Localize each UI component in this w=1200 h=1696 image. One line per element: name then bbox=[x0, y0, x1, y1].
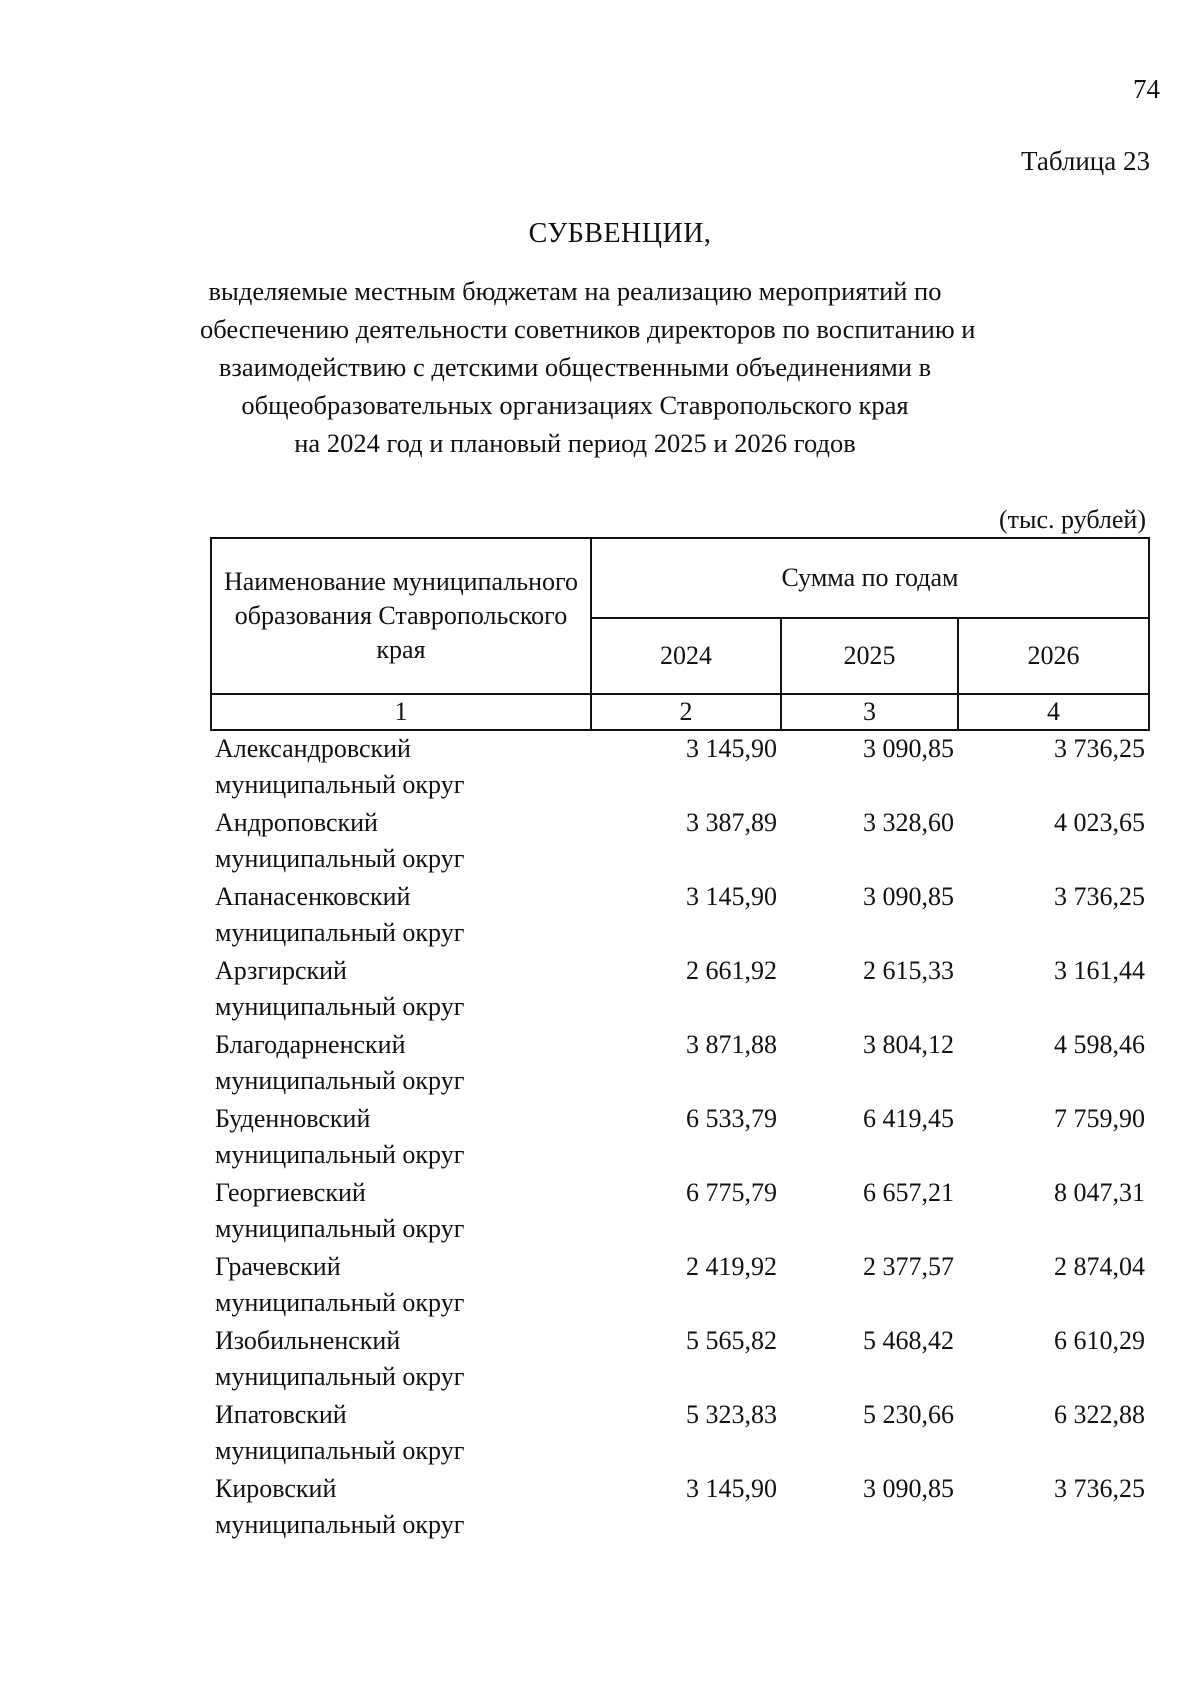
value-2025: 3 804,12 bbox=[863, 1030, 954, 1059]
subtitle-line: выделяемые местным бюджетам на реализацию мероприятий по bbox=[208, 276, 942, 306]
value-2026: 3 736,25 bbox=[1054, 734, 1146, 763]
value-2026: 4 598,46 bbox=[1054, 1030, 1146, 1059]
value-2026: 3 161,44 bbox=[1054, 956, 1146, 985]
document-title: СУБВЕНЦИИ, bbox=[528, 218, 712, 249]
table-row bbox=[211, 1397, 1149, 1471]
district-name bbox=[211, 879, 591, 953]
district-name bbox=[211, 1397, 591, 1471]
table-row bbox=[211, 730, 1149, 805]
value-2025: 2 377,57 bbox=[863, 1252, 954, 1281]
table-row bbox=[211, 805, 1149, 879]
district-name bbox=[211, 1101, 591, 1175]
district-name-line2: муниципальный округ bbox=[215, 844, 465, 873]
column-header-year-2026: 2026 bbox=[958, 618, 1149, 694]
district-name-line2: муниципальный округ bbox=[215, 1214, 465, 1243]
column-header-year-2025: 2025 bbox=[781, 618, 958, 694]
district-name-line2: муниципальный округ bbox=[215, 1066, 465, 1095]
district-name-line2: муниципальный округ bbox=[215, 1140, 465, 1169]
district-name bbox=[211, 953, 591, 1027]
table-row bbox=[211, 879, 1149, 953]
district-name-line2: муниципальный округ bbox=[215, 918, 465, 947]
district-name-line1: Кировский bbox=[215, 1474, 337, 1503]
subtitle-line: на 2024 год и плановый период 2025 и 2026 годов bbox=[294, 428, 856, 458]
district-name-line1: Благодарненский bbox=[215, 1030, 406, 1059]
value-2025: 5 468,42 bbox=[863, 1326, 954, 1355]
value-2026: 4 023,65 bbox=[1054, 808, 1146, 837]
column-header-year-2024: 2024 bbox=[591, 618, 781, 694]
value-2024: 2 419,92 bbox=[686, 1252, 777, 1281]
column-number: 1 bbox=[211, 694, 591, 730]
column-header-sum: Сумма по годам bbox=[591, 538, 1149, 618]
value-2024: 2 661,92 bbox=[686, 956, 777, 985]
value-2025: 3 090,85 bbox=[863, 882, 954, 911]
district-name bbox=[211, 1323, 591, 1397]
column-number: 4 bbox=[958, 694, 1149, 730]
district-name bbox=[211, 1027, 591, 1101]
value-2026: 2 874,04 bbox=[1054, 1252, 1146, 1281]
table-row bbox=[211, 1471, 1149, 1545]
value-2024: 3 871,88 bbox=[686, 1030, 777, 1059]
district-name-line1: Грачевский bbox=[215, 1252, 341, 1281]
district-name-line2: муниципальный округ bbox=[215, 1510, 465, 1539]
column-header-name: Наименование муниципального образования Ставропольского края bbox=[211, 538, 591, 694]
district-name bbox=[211, 1249, 591, 1323]
district-name-line1: Андроповский bbox=[215, 808, 378, 837]
district-name-line2: муниципальный округ bbox=[215, 992, 465, 1021]
value-2026: 6 610,29 bbox=[1054, 1326, 1146, 1355]
district-name-line1: Изобильненский bbox=[215, 1326, 401, 1355]
value-2024: 3 387,89 bbox=[686, 808, 777, 837]
value-2025: 6 419,45 bbox=[863, 1104, 954, 1133]
subventions-table bbox=[210, 537, 1150, 1545]
value-2026: 8 047,31 bbox=[1054, 1178, 1146, 1207]
district-name-line1: Буденновский bbox=[215, 1104, 371, 1133]
district-name-line1: Ипатовский bbox=[215, 1400, 347, 1429]
district-name-line2: муниципальный округ bbox=[215, 1288, 465, 1317]
subtitle-line: взаимодействию с детскими общественными объединениями в bbox=[218, 352, 932, 382]
value-2025: 3 328,60 bbox=[863, 808, 954, 837]
value-2024: 3 145,90 bbox=[686, 734, 777, 763]
value-2025: 3 090,85 bbox=[863, 1474, 954, 1503]
value-2026: 3 736,25 bbox=[1054, 882, 1146, 911]
page-number: 74 bbox=[1133, 74, 1160, 104]
column-number: 2 bbox=[591, 694, 781, 730]
district-name-line2: муниципальный округ bbox=[215, 1436, 465, 1465]
value-2024: 3 145,90 bbox=[686, 1474, 777, 1503]
value-2025: 3 090,85 bbox=[863, 734, 954, 763]
district-name-line2: муниципальный округ bbox=[215, 770, 465, 799]
table-row bbox=[211, 953, 1149, 1027]
table-row bbox=[211, 1249, 1149, 1323]
value-2026: 7 759,90 bbox=[1054, 1104, 1146, 1133]
value-2025: 6 657,21 bbox=[863, 1178, 954, 1207]
value-2024: 5 565,82 bbox=[686, 1326, 777, 1355]
district-name-line2: муниципальный округ bbox=[215, 1362, 465, 1391]
district-name bbox=[211, 1471, 591, 1545]
value-2025: 2 615,33 bbox=[863, 956, 954, 985]
district-name-line1: Георгиевский bbox=[215, 1178, 366, 1207]
district-name-line1: Арзгирский bbox=[215, 956, 347, 985]
value-2024: 6 775,79 bbox=[686, 1178, 777, 1207]
table-row bbox=[211, 1175, 1149, 1249]
value-2026: 6 322,88 bbox=[1054, 1400, 1146, 1429]
value-2024: 5 323,83 bbox=[686, 1400, 777, 1429]
district-name bbox=[211, 805, 591, 879]
value-2024: 6 533,79 bbox=[686, 1104, 777, 1133]
table-row bbox=[211, 1027, 1149, 1101]
district-name bbox=[211, 730, 591, 805]
document-subtitle bbox=[200, 272, 976, 462]
district-name-line1: Апанасенковский bbox=[215, 882, 411, 911]
value-2024: 3 145,90 bbox=[686, 882, 777, 911]
district-name-line1: Александровский bbox=[215, 734, 411, 763]
table-row bbox=[211, 1101, 1149, 1175]
subtitle-line: общеобразовательных организациях Ставропольского края bbox=[241, 390, 909, 420]
district-name bbox=[211, 1175, 591, 1249]
value-2025: 5 230,66 bbox=[863, 1400, 954, 1429]
column-number: 3 bbox=[781, 694, 958, 730]
subtitle-line: обеспечению деятельности советников директоров по воспитанию и bbox=[200, 314, 976, 344]
table-row bbox=[211, 1323, 1149, 1397]
table-label: Таблица 23 bbox=[1021, 146, 1150, 176]
units-label: (тыс. рублей) bbox=[998, 505, 1146, 534]
value-2026: 3 736,25 bbox=[1054, 1474, 1146, 1503]
